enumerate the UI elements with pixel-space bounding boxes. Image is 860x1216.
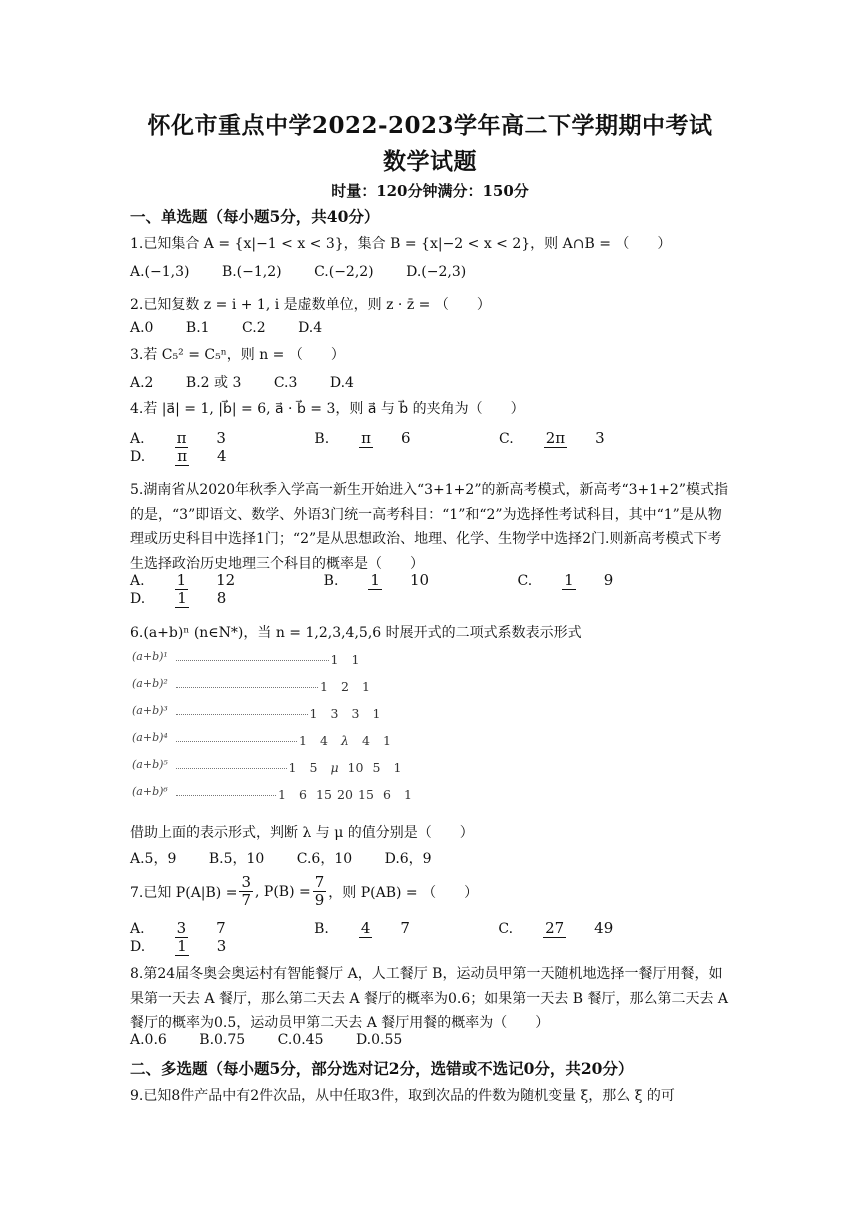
question-1-options (130, 264, 494, 280)
question-6-follow: 借助上面的表示形式，判断 λ 与 μ 的值分别是（ ） (130, 825, 474, 841)
question-6-options (130, 848, 460, 868)
option-a: A. π 3 (130, 429, 226, 447)
triangle-coefficient: 6 (299, 787, 307, 802)
option-c: C. 1 9 (517, 571, 614, 589)
leader-dots (176, 714, 308, 715)
triangle-coefficient: 5 (309, 760, 318, 775)
triangle-row-label: (a+b)⁴ (132, 731, 168, 744)
section-multi-choice-title: 二、多选题（每小题5分，部分选对记2分，选错或不选记0分，共20分） (130, 1059, 634, 1078)
question-1-stem: 1.已知集合 A = {x|−1 < x < 3}，集合 B = {x|−2 < x < 2}，则 A∩B = （ ） (130, 236, 672, 252)
triangle-coefficient: 15 (358, 787, 374, 802)
option-c: C.0.45 (277, 1032, 324, 1048)
option-d: D. 1 3 (130, 937, 227, 955)
option-d: D.(−2,3) (406, 264, 467, 280)
triangle-coefficient: 1 (404, 787, 412, 802)
option-d: D.6，9 (384, 851, 432, 867)
triangle-row (130, 650, 430, 670)
option-c: C.6，10 (296, 851, 353, 867)
leader-dots (176, 660, 329, 661)
triangle-coefficient: 1 (309, 706, 318, 721)
option-b: B.5，10 (208, 851, 265, 867)
triangle-coefficient: 1 (288, 760, 297, 775)
triangle-coefficient: 1 (330, 652, 339, 667)
triangle-coefficient: 1 (320, 679, 328, 694)
question-6-stem: 6.(a+b)ⁿ (n∈N*)，当 n = 1,2,3,4,5,6 时展开式的二项式系数表示形式 (130, 625, 582, 641)
option-a: A. 3 7 (130, 919, 226, 937)
exam-title: 怀化市重点中学2022-2023学年高二下学期期中考试 (147, 112, 713, 139)
option-d: D.4 (329, 375, 354, 391)
option-a: A.2 (130, 375, 154, 391)
option-b: B. 4 7 (314, 919, 410, 937)
triangle-row-label: (a+b)⁶ (132, 785, 168, 798)
exam-subject: 数学试题 (383, 148, 477, 175)
option-c: C. 27 49 (498, 919, 614, 937)
option-b: B.0.75 (199, 1032, 246, 1048)
option-a: A. 1 12 (130, 571, 236, 589)
question-7-stem: 7.已知 P(A|B) = $\frac{3}{7}$ , P(B) = $\frac{7}{9}$ ，则 P(AB) = （ ） (130, 873, 479, 909)
triangle-coefficient: 4 (362, 733, 370, 748)
question-9-stem: 9.已知8件产品中有2件次品，从中任取3件，取到次品的件数为随机变量 ξ，那么 ξ 的可 (130, 1088, 675, 1104)
triangle-coefficient: 2 (341, 679, 349, 694)
option-c: C. 2π 3 (499, 429, 605, 447)
section-single-choice-title: 一、单选题（每小题5分，共40分） (130, 207, 380, 226)
question-2-stem: 2.已知复数 z = i + 1, i 是虚数单位，则 z · z̄ = （ ） (130, 297, 491, 313)
triangle-row (130, 704, 430, 724)
triangle-coefficient: λ (341, 733, 349, 748)
option-b: B.1 (185, 320, 210, 336)
option-a: A.0 (130, 320, 154, 336)
fraction: $\frac{7}{9}$ (314, 873, 325, 909)
triangle-row (130, 758, 430, 778)
option-d: D.0.55 (355, 1032, 403, 1048)
triangle-coefficient: 15 (316, 787, 332, 802)
option-b: B. π 6 (314, 429, 411, 447)
fraction: $\frac{3}{7}$ (241, 873, 251, 909)
option-d: D. π 4 (130, 447, 227, 465)
option-d: D. 1 8 (130, 589, 227, 607)
triangle-coefficient: 1 (299, 733, 307, 748)
option-c: C.2 (242, 320, 266, 336)
question-4-stem: 4.若 |a⃗| = 1, |b⃗| = 6, a⃗ · b⃗ = 3，则 a⃗ 与 b⃗ 的夹角为（ ） (130, 401, 525, 417)
question-4-options (130, 430, 860, 466)
question-3-stem: 3.若 C₅² = C₅ⁿ，则 n = （ ） (130, 347, 345, 363)
question-7-options (130, 920, 860, 956)
triangle-coefficient: 3 (330, 706, 339, 721)
question-8-stem: 8.第24届冬奥会奥运村有智能餐厅 A，人工餐厅 B，运动员甲第一天随机地选择一餐厅用餐，如果第一天去 A 餐厅，那么第二天去 A 餐厅的概率为0.6；如果第一天去 B 餐厅，那么第二天去 A 餐厅的概率为0.5，运动员甲第二天去 A 餐厅用餐的概率为（ ） (130, 966, 729, 1031)
triangle-row (130, 677, 430, 697)
question-5-options (130, 572, 860, 608)
binomial-coefficient-table (130, 650, 450, 812)
triangle-coefficient: 20 (337, 787, 353, 802)
question-3-options (130, 372, 382, 392)
option-c: C.(−2,2) (314, 264, 374, 280)
option-c: C.3 (273, 375, 298, 391)
triangle-coefficient: 1 (393, 760, 402, 775)
leader-dots (176, 741, 297, 742)
exam-meta: 时量：120分钟满分：150分 (331, 182, 529, 200)
option-a: A.0.6 (130, 1032, 167, 1048)
triangle-coefficient: 1 (372, 706, 381, 721)
option-d: D.4 (298, 320, 323, 336)
option-b: B.2 或 3 (185, 375, 242, 391)
triangle-coefficient: 3 (351, 706, 360, 721)
triangle-row-label: (a+b)⁵ (132, 758, 168, 771)
triangle-coefficient: 1 (278, 787, 286, 802)
triangle-row-label: (a+b)² (132, 677, 168, 690)
leader-dots (176, 795, 276, 796)
triangle-coefficient: 1 (351, 652, 360, 667)
option-b: B. 1 10 (323, 571, 430, 589)
triangle-row (130, 785, 430, 805)
option-b: B.(−1,2) (221, 264, 282, 280)
question-5-stem: 5.湖南省从2020年秋季入学高一新生开始进入“3+1+2”的新高考模式，新高考“3+1+2”模式指的是，“3”即语文、数学、外语3门统一高考科目：“1”和“2”为选择性考试科目，其中“1”是从物理或历史科目中选择1门；“2”是从思想政治、地理、化学、生物学中选择2门.则新高考模式下考生选择政治历史地理三个科目的概率是（ ） (130, 482, 728, 572)
triangle-coefficient: 1 (362, 679, 370, 694)
triangle-coefficient: 5 (372, 760, 381, 775)
leader-dots (176, 687, 318, 688)
triangle-coefficient: 6 (383, 787, 391, 802)
question-2-options (130, 320, 350, 336)
question-8-options (130, 1032, 430, 1048)
option-a: A.5，9 (130, 851, 177, 867)
option-a: A.(−1,3) (130, 264, 190, 280)
triangle-coefficient: 4 (320, 733, 328, 748)
triangle-coefficient: 10 (347, 760, 364, 775)
triangle-coefficient: μ (330, 760, 339, 775)
triangle-row-label: (a+b)³ (132, 704, 168, 717)
triangle-row (130, 731, 430, 751)
leader-dots (176, 768, 287, 769)
triangle-coefficient: 1 (383, 733, 391, 748)
triangle-row-label: (a+b)¹ (132, 650, 168, 663)
